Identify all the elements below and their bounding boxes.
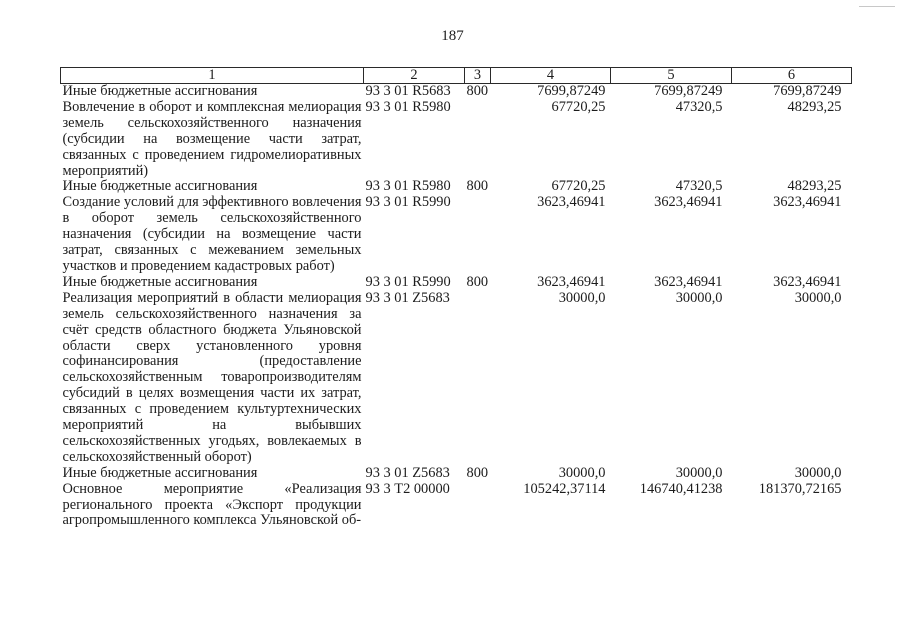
row-value-6: 48293,25 bbox=[787, 178, 842, 195]
row-expense-type: 800 bbox=[466, 464, 489, 481]
row-code: 93 3 01 R5980 bbox=[365, 178, 451, 195]
col-header-2: 2 bbox=[364, 68, 465, 84]
row-value-5: 47320,5 bbox=[675, 98, 723, 115]
row-value-6: 48293,25 bbox=[787, 98, 842, 115]
row-name: Иные бюджетные ассигнования bbox=[62, 83, 258, 99]
page-number: 187 bbox=[441, 28, 464, 44]
table-row bbox=[61, 466, 852, 482]
row-value-5: 3623,46941 bbox=[654, 194, 723, 211]
row-value-4: 30000,0 bbox=[558, 464, 606, 481]
row-value-5: 7699,87249 bbox=[654, 83, 723, 99]
row-value-5: 30000,0 bbox=[675, 289, 723, 306]
table-row bbox=[61, 100, 852, 180]
row-value-5: 30000,0 bbox=[675, 464, 723, 481]
col-header-6: 6 bbox=[732, 68, 852, 84]
row-code: 93 3 01 Z5683 bbox=[365, 289, 450, 306]
table-row bbox=[61, 84, 852, 100]
row-value-5: 47320,5 bbox=[675, 178, 723, 195]
row-value-4: 3623,46941 bbox=[537, 273, 606, 290]
row-value-4: 3623,46941 bbox=[537, 194, 606, 211]
row-value-6: 3623,46941 bbox=[773, 273, 842, 290]
row-name: Реализация мероприятий в области мелиорация земель сельскохозяйственного назначения за счёт средств областного бюджета Ульяновской области сверх установленного уровня софинансирования (предоставление сельскохозяйственным товаропроизводителям субсидий в целях возмещения части их затрат, связанных с проведением культуртехнических мероприятий на выбывших сельскохозяйственных угодьях, вовлекаемых в сельскохозяйственный оборот) bbox=[62, 289, 362, 465]
row-value-6: 30000,0 bbox=[794, 289, 842, 306]
scan-mark bbox=[859, 6, 895, 7]
row-name: Создание условий для эффективного вовлечения в оборот земель сельскохозяйственного назначения (субсидии на возмещение части затрат, связанных с межеванием земельных участков и проведением кадастровых работ) bbox=[62, 194, 362, 274]
col-header-1: 1 bbox=[61, 68, 364, 84]
table-header-row bbox=[61, 68, 852, 84]
table-row bbox=[61, 291, 852, 466]
row-expense-type bbox=[465, 291, 491, 466]
row-expense-type: 800 bbox=[466, 83, 489, 99]
row-value-6: 3623,46941 bbox=[773, 194, 842, 211]
row-value-5: 3623,46941 bbox=[654, 273, 723, 290]
table-row bbox=[61, 482, 852, 530]
row-code: 93 3 01 R5683 bbox=[365, 83, 451, 99]
row-name: Иные бюджетные ассигнования bbox=[62, 178, 258, 195]
col-header-5: 5 bbox=[611, 68, 732, 84]
row-name: Иные бюджетные ассигнования bbox=[62, 464, 258, 481]
row-name: Основное мероприятие «Реализация регионального проекта «Экспорт продукции агропромышленного комплекса Ульяновской об- bbox=[62, 480, 362, 529]
row-value-6: 181370,72165 bbox=[758, 480, 842, 497]
row-code: 93 3 01 Z5683 bbox=[365, 464, 450, 481]
budget-table bbox=[60, 67, 852, 529]
row-value-4: 105242,37114 bbox=[523, 480, 606, 497]
row-code: 93 3 01 R5980 bbox=[365, 98, 451, 115]
row-expense-type bbox=[465, 195, 491, 275]
row-expense-type bbox=[465, 100, 491, 180]
row-value-4: 30000,0 bbox=[558, 289, 606, 306]
row-expense-type: 800 bbox=[466, 273, 489, 290]
table-row bbox=[61, 195, 852, 275]
row-value-6: 7699,87249 bbox=[773, 83, 842, 99]
row-expense-type bbox=[465, 482, 491, 530]
row-name: Иные бюджетные ассигнования bbox=[62, 273, 258, 290]
row-code: 93 3 01 R5990 bbox=[365, 273, 451, 290]
row-value-4: 7699,87249 bbox=[537, 83, 606, 99]
row-code: 93 3 Т2 00000 bbox=[365, 480, 450, 497]
row-value-6: 30000,0 bbox=[794, 464, 842, 481]
row-value-4: 67720,25 bbox=[551, 98, 606, 115]
row-expense-type: 800 bbox=[466, 178, 489, 195]
row-value-5: 146740,41238 bbox=[639, 480, 723, 497]
row-name: Вовлечение в оборот и комплексная мелиорация земель сельскохозяйственного назначения (субсидии на возмещение части затрат, связанных с проведением гидромелиоративных мероприятий) bbox=[62, 98, 362, 179]
row-value-4: 67720,25 bbox=[551, 178, 606, 195]
table-row bbox=[61, 179, 852, 195]
col-header-3: 3 bbox=[465, 68, 491, 84]
table-row bbox=[61, 275, 852, 291]
col-header-4: 4 bbox=[491, 68, 611, 84]
row-code: 93 3 01 R5990 bbox=[365, 194, 451, 211]
